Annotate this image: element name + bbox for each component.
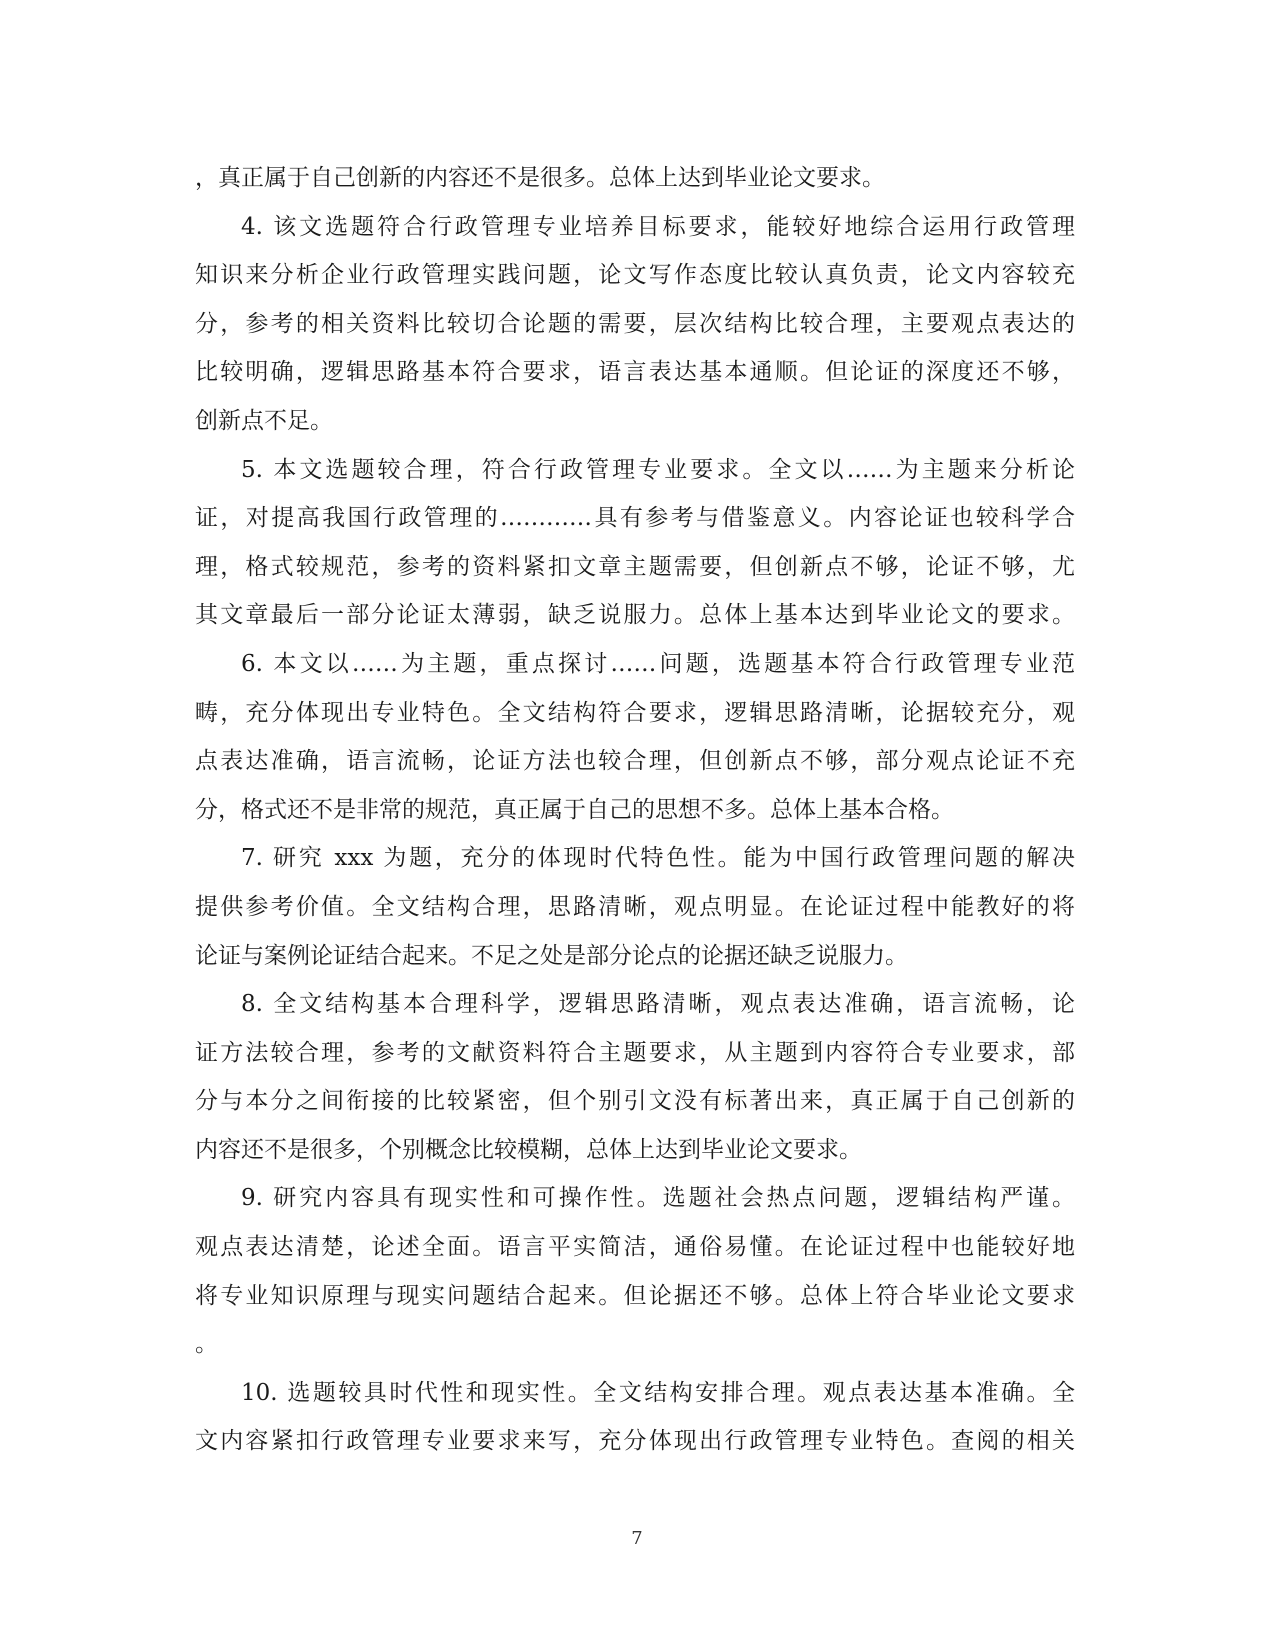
paragraph-item-5 [195, 446, 1075, 640]
text-line: 5. 本文选题较合理，符合行政管理专业要求。全文以……为主题来分析论 [241, 456, 1075, 483]
text-line: 理，格式较规范，参考的资料紧扣文章主题需要，但创新点不够，论证不够，尤 [195, 553, 1075, 580]
text-line: 。 [195, 1331, 218, 1358]
text-line: 畴，充分体现出专业特色。全文结构符合要求，逻辑思路清晰，论据较充分，观 [195, 699, 1075, 726]
text-line: 分，参考的相关资料比较切合论题的需要，层次结构比较合理，主要观点表达的 [195, 310, 1075, 337]
paragraph-item-6 [195, 640, 1075, 834]
text-line: 点表达准确，语言流畅，论证方法也较合理，但创新点不够，部分观点论证不充 [195, 748, 1075, 775]
paragraph-continuation [195, 154, 1075, 203]
paragraph-item-7 [195, 834, 1075, 980]
text-line: 分与本分之间衔接的比较紧密，但个别引文没有标著出来，真正属于自己创新的 [195, 1088, 1075, 1115]
text-line: 证，对提高我国行政管理的…………具有参考与借鉴意义。内容论证也较科学合 [195, 505, 1075, 532]
text-line: 论证与案例论证结合起来。不足之处是部分论点的论据还缺乏说服力。 [195, 942, 908, 969]
text-line: ，真正属于自己创新的内容还不是很多。总体上达到毕业论文要求。 [195, 165, 885, 191]
text-line: 观点表达清楚，论述全面。语言平实简洁，通俗易懂。在论证过程中也能较好地 [195, 1234, 1075, 1261]
text-line: 文内容紧扣行政管理专业要求来写，充分体现出行政管理专业特色。查阅的相关 [195, 1428, 1075, 1455]
text-line: 提供参考价值。全文结构合理，思路清晰，观点明显。在论证过程中能教好的将 [195, 893, 1075, 920]
text-line: 10. 选题较具时代性和现实性。全文结构安排合理。观点表达基本准确。全 [241, 1379, 1075, 1406]
text-line: 分，格式还不是非常的规范，真正属于自己的思想不多。总体上基本合格。 [195, 796, 954, 823]
document-body [195, 154, 1075, 1466]
page-number: 7 [631, 1528, 643, 1549]
text-line: 8. 全文结构基本合理科学，逻辑思路清晰，观点表达准确，语言流畅，论 [241, 991, 1075, 1018]
paragraph-item-4 [195, 203, 1075, 446]
text-line: 7. 研究 xxx 为题，充分的体现时代特色性。能为中国行政管理问题的解决 [241, 845, 1075, 872]
paragraph-item-9 [195, 1174, 1075, 1368]
text-line: 比较明确，逻辑思路基本符合要求，语言表达基本通顺。但论证的深度还不够， [195, 359, 1075, 386]
text-line: 内容还不是很多，个别概念比较模糊，总体上达到毕业论文要求。 [195, 1136, 862, 1163]
text-line: 将专业知识原理与现实问题结合起来。但论据还不够。总体上符合毕业论文要求 [195, 1282, 1075, 1309]
text-line: 创新点不足。 [195, 407, 333, 434]
paragraph-item-10 [195, 1369, 1075, 1466]
text-line: 知识来分析企业行政管理实践问题，论文写作态度比较认真负责，论文内容较充 [195, 262, 1075, 289]
text-line: 4. 该文选题符合行政管理专业培养目标要求，能较好地综合运用行政管理 [241, 213, 1075, 240]
text-line: 其文章最后一部分论证太薄弱，缺乏说服力。总体上基本达到毕业论文的要求。 [195, 602, 1075, 629]
text-line: 6. 本文以……为主题，重点探讨……问题，选题基本符合行政管理专业范 [241, 650, 1075, 677]
text-line: 证方法较合理，参考的文献资料符合主题要求，从主题到内容符合专业要求，部 [195, 1039, 1075, 1066]
paragraph-item-8 [195, 980, 1075, 1174]
text-line: 9. 研究内容具有现实性和可操作性。选题社会热点问题，逻辑结构严谨。 [241, 1185, 1075, 1212]
